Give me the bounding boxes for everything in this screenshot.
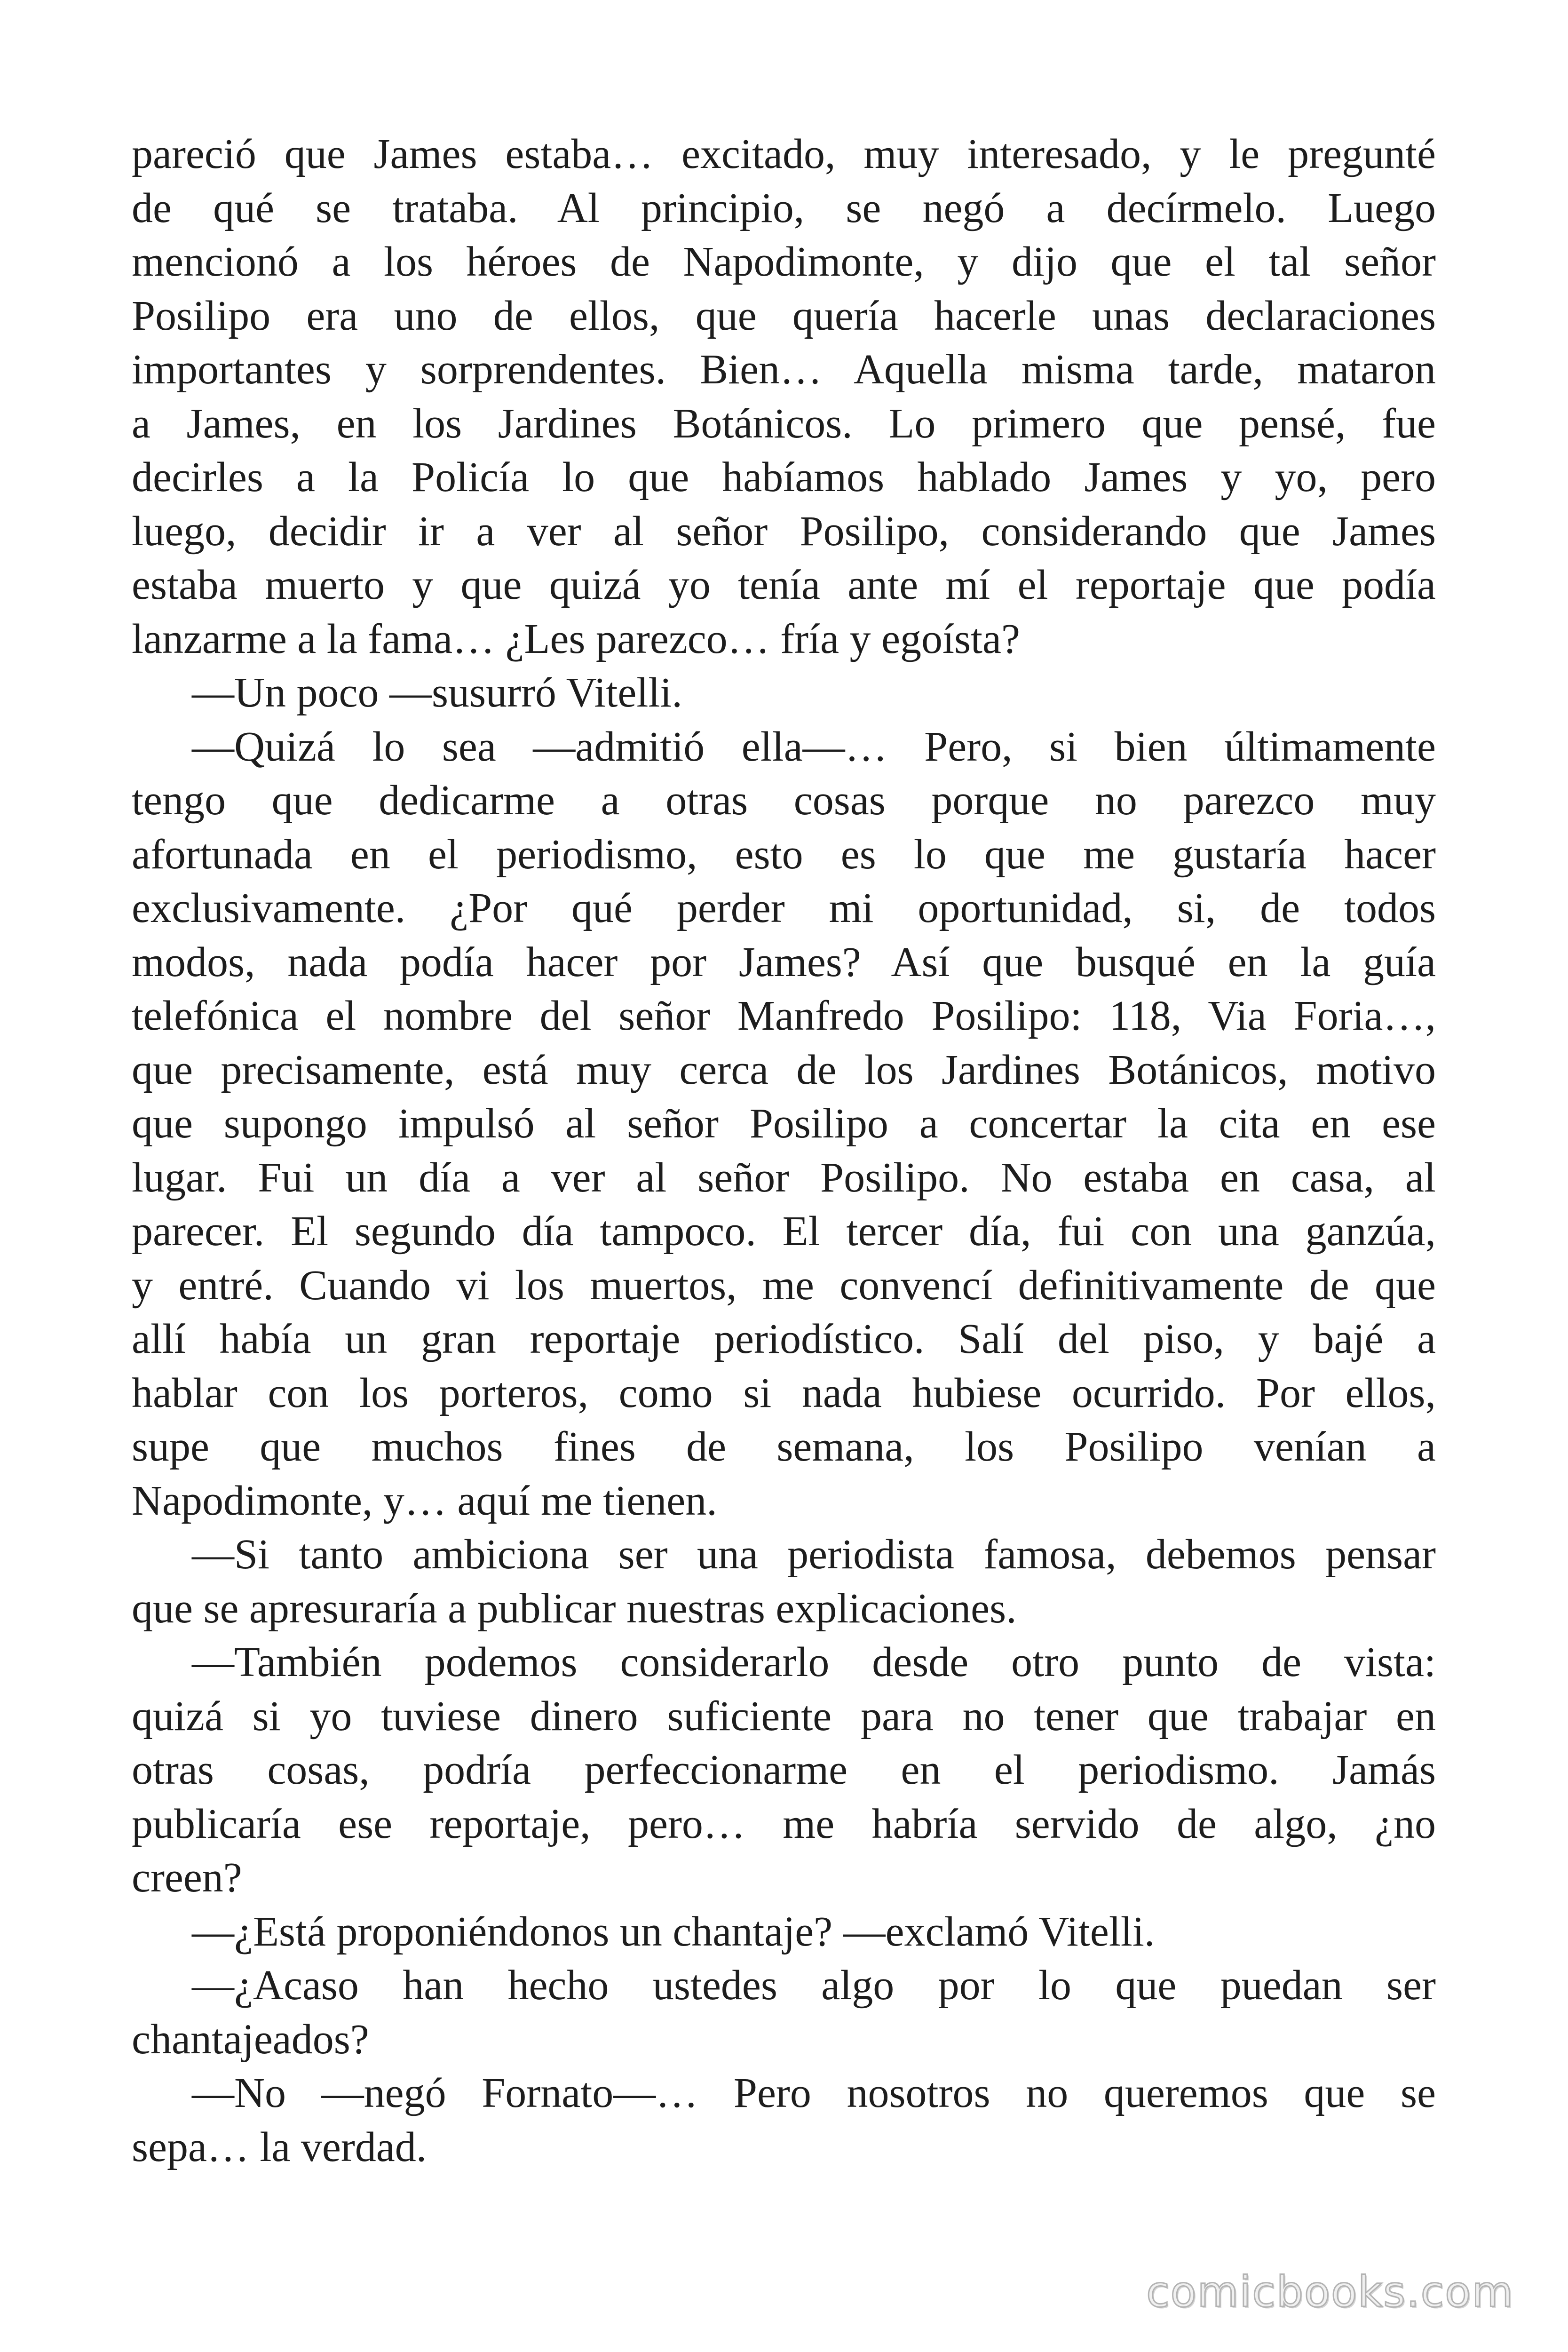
text-line: que supongo impulsó al señor Posilipo a concertar la cita en ese xyxy=(132,1100,1436,1147)
text-line: tengo que dedicarme a otras cosas porque no parezco muy xyxy=(132,777,1436,824)
text-line: supe que muchos fines de semana, los Posilipo venían a xyxy=(132,1423,1436,1470)
text-line: que precisamente, está muy cerca de los Jardines Botánicos, motivo xyxy=(132,1046,1436,1093)
text-line: importantes y sorprendentes. Bien… Aquella misma tarde, mataron xyxy=(132,346,1436,393)
text-line: hablar con los porteros, como si nada hubiese ocurrido. Por ellos, xyxy=(132,1369,1436,1416)
text-line: otras cosas, podría perfeccionarme en el periodismo. Jamás xyxy=(132,1747,1436,1793)
text-line: sepa… la verdad. xyxy=(132,2123,427,2170)
text-line: Posilipo era uno de ellos, que quería hacerle unas declaraciones xyxy=(132,292,1436,339)
text-line: mencionó a los héroes de Napodimonte, y dijo que el tal señor xyxy=(132,238,1436,285)
text-line: decirles a la Policía lo que habíamos hablado James y yo, pero xyxy=(132,454,1436,501)
text-line: —Quizá lo sea —admitió ella—… Pero, si bien últimamente xyxy=(192,723,1436,770)
dialogue-paragraph xyxy=(132,1905,1436,1959)
text-line: publicaría ese reportaje, pero… me habría servido de algo, ¿no xyxy=(132,1800,1436,1847)
text-line: —No —negó Fornato—… Pero nosotros no queremos que se xyxy=(192,2070,1436,2116)
paragraph xyxy=(132,127,1436,666)
text-line: chantajeados? xyxy=(132,2016,369,2063)
text-line: luego, decidir ir a ver al señor Posilipo, considerando que James xyxy=(132,508,1436,555)
text-line: —También podemos considerarlo desde otro punto de vista: xyxy=(192,1639,1436,1685)
text-line: pareció que James estaba… excitado, muy interesado, y le pregunté xyxy=(132,131,1436,177)
text-line: de qué se trataba. Al principio, se negó a decírmelo. Luego xyxy=(132,184,1436,231)
text-line: telefónica el nombre del señor Manfredo Posilipo: 118, Via Foria…, xyxy=(132,993,1436,1039)
dialogue-paragraph xyxy=(132,666,1436,720)
text-line: —Si tanto ambiciona ser una periodista famosa, debemos pensar xyxy=(192,1531,1436,1578)
text-line: allí había un gran reportaje periodístico. Salí del piso, y bajé a xyxy=(132,1316,1436,1362)
text-line: estaba muerto y que quizá yo tenía ante mí el reportaje que podía xyxy=(132,562,1436,608)
text-line: a James, en los Jardines Botánicos. Lo primero que pensé, fue xyxy=(132,400,1436,447)
dialogue-paragraph xyxy=(132,720,1436,1528)
text-line: afortunada en el periodismo, esto es lo que me gustaría hacer xyxy=(132,831,1436,878)
dialogue-paragraph xyxy=(132,1636,1436,1905)
dialogue-paragraph xyxy=(132,2066,1436,2174)
body-text xyxy=(132,127,1436,2174)
text-line: creen? xyxy=(132,1854,242,1901)
text-line: Napodimonte, y… aquí me tienen. xyxy=(132,1477,717,1524)
text-line: quizá si yo tuviese dinero suficiente para no tener que trabajar en xyxy=(132,1692,1436,1740)
text-line: —¿Está proponiéndonos un chantaje? —exclamó Vitelli. xyxy=(192,1908,1155,1955)
text-line: parecer. El segundo día tampoco. El tercer día, fui con una ganzúa, xyxy=(132,1208,1436,1255)
dialogue-paragraph xyxy=(132,1959,1436,2066)
dialogue-paragraph xyxy=(132,1528,1436,1636)
text-line: exclusivamente. ¿Por qué perder mi oportunidad, si, de todos xyxy=(132,885,1436,931)
watermark: comicbooks.com xyxy=(1146,2267,1514,2317)
text-line: modos, nada podía hacer por James? Así que busqué en la guía xyxy=(132,938,1436,985)
text-line: que se apresuraría a publicar nuestras explicaciones. xyxy=(132,1585,1017,1632)
text-line: —¿Acaso han hecho ustedes algo por lo que puedan ser xyxy=(192,1962,1436,2009)
text-line: y entré. Cuando vi los muertos, me convencí definitivamente de que xyxy=(132,1262,1436,1309)
text-line: lugar. Fui un día a ver al señor Posilipo. No estaba en casa, al xyxy=(132,1154,1436,1201)
text-line: lanzarme a la fama… ¿Les parezco… fría y egoísta? xyxy=(132,615,1020,662)
text-line: —Un poco —susurró Vitelli. xyxy=(192,669,682,716)
